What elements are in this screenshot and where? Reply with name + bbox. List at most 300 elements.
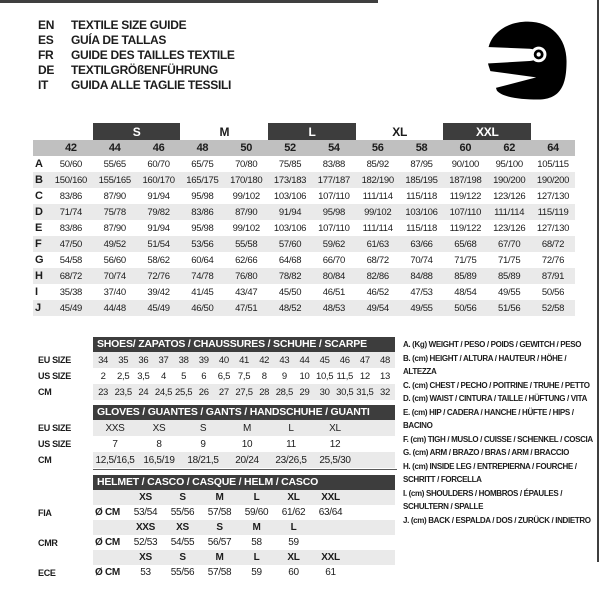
size-value-cell: 12 xyxy=(359,370,370,382)
size-value-cell: 28 xyxy=(259,386,270,398)
size-value-cell: 99/102 xyxy=(232,222,260,234)
table-row xyxy=(38,384,395,400)
helmet-data-row xyxy=(38,535,395,550)
size-value-cell: 27,5 xyxy=(235,386,253,398)
size-value-cell: 83/88 xyxy=(322,158,346,170)
size-value-cell: 66/70 xyxy=(322,254,346,266)
size-value-cell: 84/88 xyxy=(410,270,433,282)
size-value-cell: 74/78 xyxy=(191,270,214,282)
row-values xyxy=(93,368,395,384)
helmet-size-value: 54/55 xyxy=(170,537,195,548)
size-value-cell: 107/110 xyxy=(318,190,350,202)
measurement-row-label: I xyxy=(35,286,38,298)
size-value-cell: 48/53 xyxy=(322,302,346,314)
language-code: IT xyxy=(38,77,49,92)
size-value-cell: 50/60 xyxy=(59,158,83,170)
helmet-size-header-row xyxy=(38,520,395,535)
size-value-cell: 47 xyxy=(359,354,370,366)
helmet-size-header: XXS xyxy=(135,522,156,533)
language-title: TEXTILGRÖßENFÜHRUNG xyxy=(71,62,218,77)
size-value-cell: 65/68 xyxy=(454,238,477,250)
size-value-cell: 99/102 xyxy=(232,190,260,202)
size-value-cell: 39 xyxy=(198,354,209,366)
helmet-size-value: 56/57 xyxy=(207,537,232,548)
size-value-cell: 46/50 xyxy=(191,302,214,314)
size-value-cell: 111/114 xyxy=(362,190,393,202)
legend-item: C. (cm) CHEST / PECHO / POITRINE / TRUHE / PETTO xyxy=(403,380,590,390)
helmet-size-header: XL xyxy=(287,492,300,503)
size-value-cell: 160/170 xyxy=(142,174,175,186)
size-value-cell: 24 xyxy=(138,386,149,398)
measurement-row-label: A xyxy=(35,158,43,170)
size-group-s: S xyxy=(93,123,181,140)
size-value-cell: 26 xyxy=(198,386,209,398)
size-column-header: 42 xyxy=(65,142,77,154)
section-divider-line xyxy=(93,469,397,470)
size-value-cell: 65/75 xyxy=(191,158,214,170)
size-column-header: 52 xyxy=(284,142,296,154)
measurement-row-label: B xyxy=(35,174,43,186)
helmet-size-header: L xyxy=(253,552,260,563)
size-value-cell: 28,5 xyxy=(275,386,293,398)
size-value-cell: 185/195 xyxy=(405,174,438,186)
size-value-cell: 127/130 xyxy=(536,190,570,202)
size-column-header: 44 xyxy=(108,142,121,154)
helmet-size-header: XXL xyxy=(321,492,340,503)
size-value-cell: 58/62 xyxy=(147,254,170,266)
size-group-m: M xyxy=(219,124,230,139)
helmet-size-value: 55/56 xyxy=(170,567,195,578)
size-value-cell: 9 xyxy=(281,370,287,382)
size-value-cell: 5 xyxy=(181,370,187,382)
size-value-cell: 60/70 xyxy=(147,158,170,170)
shoes-table-title: SHOES/ ZAPATOS / CHAUSSURES / SCHUHE / SCARPE xyxy=(93,337,395,352)
size-value-cell: 85/92 xyxy=(366,158,389,170)
table-row xyxy=(38,368,395,384)
size-value-cell: 87/90 xyxy=(103,222,126,234)
size-value-cell: 70/74 xyxy=(410,254,433,266)
size-column-header: 46 xyxy=(152,142,165,154)
size-group-xl: XL xyxy=(392,124,407,139)
helmet-size-header: XS xyxy=(176,522,189,533)
size-column-header: 50 xyxy=(240,142,253,154)
helmet-size-value: 59 xyxy=(288,537,299,548)
row-values xyxy=(93,505,395,520)
row-values xyxy=(93,452,395,468)
language-title: TEXTILE SIZE GUIDE xyxy=(71,17,187,32)
row-values xyxy=(93,550,395,565)
size-value-cell: 68/72 xyxy=(541,238,565,250)
measurement-row xyxy=(33,172,575,188)
size-value-cell: 70/74 xyxy=(103,270,126,282)
size-value-cell: 2 xyxy=(100,370,106,382)
size-value-cell: 49/54 xyxy=(366,302,389,314)
measurement-row xyxy=(33,236,575,252)
size-value-cell: 20/24 xyxy=(235,454,259,466)
language-code: DE xyxy=(38,62,55,77)
size-value-cell: 8 xyxy=(156,438,162,450)
size-value-cell: 37 xyxy=(158,354,169,366)
size-value-cell: 95/98 xyxy=(191,190,214,202)
size-value-cell: M xyxy=(242,422,252,434)
helmet-size-value: 61/62 xyxy=(281,507,306,518)
size-value-cell: 45/49 xyxy=(59,302,83,314)
size-value-cell: 49/52 xyxy=(103,238,126,250)
size-value-cell: 35/38 xyxy=(59,286,83,298)
size-value-cell: 123/126 xyxy=(493,190,526,202)
size-value-cell: 47/50 xyxy=(59,238,83,250)
language-title-list xyxy=(38,17,235,92)
helmet-size-value: 57/58 xyxy=(207,567,232,578)
size-value-cell: 13 xyxy=(380,370,391,382)
group-row-spacer xyxy=(531,123,575,140)
size-group-l: L xyxy=(268,123,356,140)
language-row xyxy=(38,47,235,62)
size-value-cell: 78/82 xyxy=(278,270,302,282)
size-value-cell: 25,5/30 xyxy=(319,454,351,466)
size-value-cell: 41/45 xyxy=(191,286,214,298)
size-value-cell: 55/58 xyxy=(235,238,258,250)
language-code: EN xyxy=(38,17,55,32)
helmet-size-header-row xyxy=(38,490,395,505)
size-value-cell: 23,5 xyxy=(114,386,132,398)
size-value-cell: 105/115 xyxy=(537,158,569,170)
size-value-cell: S xyxy=(199,422,207,434)
size-value-cell: 83/86 xyxy=(191,206,214,218)
language-code: ES xyxy=(38,32,54,47)
row-label: US SIZE xyxy=(38,371,71,381)
racing-helmet-icon xyxy=(487,16,569,106)
size-value-cell: 71/74 xyxy=(59,206,83,218)
size-value-cell: 45 xyxy=(319,354,330,366)
helmet-size-header: M xyxy=(215,552,224,563)
measurement-row-label: E xyxy=(35,222,43,234)
helmet-size-value: 55/56 xyxy=(170,507,195,518)
size-value-cell: 42 xyxy=(259,354,270,366)
size-value-cell: 45/49 xyxy=(147,302,170,314)
language-row xyxy=(38,32,235,47)
size-value-cell: 61/63 xyxy=(366,238,389,250)
size-value-cell: 50/56 xyxy=(454,302,477,314)
size-value-cell: 91/94 xyxy=(147,190,170,202)
measurement-row-label: J xyxy=(35,302,41,314)
size-value-cell: 55/65 xyxy=(103,158,126,170)
size-value-cell: 8 xyxy=(261,370,267,382)
size-value-cell: 9 xyxy=(200,438,206,450)
diameter-unit-label: Ø CM xyxy=(95,567,120,578)
size-value-cell: 47/51 xyxy=(235,302,258,314)
size-value-cell: 29 xyxy=(299,386,310,398)
size-value-cell: 48 xyxy=(380,354,391,366)
size-value-cell: 12,5/16,5 xyxy=(95,454,135,466)
size-value-cell: 44 xyxy=(299,354,310,366)
size-value-cell: 11,5 xyxy=(336,370,354,382)
size-value-cell: 107/110 xyxy=(318,222,350,234)
size-value-cell: 95/98 xyxy=(322,206,346,218)
size-value-cell: 111/114 xyxy=(362,222,393,234)
size-value-cell: 49/55 xyxy=(410,302,433,314)
gloves-rows xyxy=(38,420,395,468)
size-value-cell: 127/130 xyxy=(536,222,570,234)
shoes-rows xyxy=(38,352,395,400)
legend-item: H. (cm) INSIDE LEG / ENTREPIERNA / FOURCHE / SCHRITT / FORCELLA xyxy=(403,461,577,484)
helmet-size-header: S xyxy=(179,552,186,563)
table-row xyxy=(38,436,395,452)
helmet-size-header: S xyxy=(216,522,223,533)
row-label: EU SIZE xyxy=(38,423,71,433)
row-values xyxy=(93,490,395,505)
row-values xyxy=(93,352,395,368)
group-row-spacer xyxy=(33,123,93,140)
helmet-rows xyxy=(38,490,395,580)
size-value-cell: 30,5 xyxy=(336,386,354,398)
size-value-cell: 115/118 xyxy=(406,222,437,234)
size-value-cell: 60/64 xyxy=(191,254,214,266)
size-value-cell: 36 xyxy=(138,354,149,366)
diameter-unit-label: Ø CM xyxy=(95,507,120,518)
size-value-cell: 56/60 xyxy=(103,254,126,266)
helmet-size-value: 60 xyxy=(288,567,299,578)
measurement-row-label: F xyxy=(35,238,42,250)
size-value-cell: 187/198 xyxy=(449,174,482,186)
row-label: CM xyxy=(38,387,52,397)
size-value-cell: 79/82 xyxy=(147,206,170,218)
helmet-size-header: XXL xyxy=(321,552,340,563)
size-value-cell: 6 xyxy=(201,370,207,382)
size-value-cell: 27 xyxy=(218,386,229,398)
measurement-row xyxy=(33,284,575,300)
size-column-header: 54 xyxy=(328,142,340,154)
size-value-cell: 40 xyxy=(218,354,229,366)
size-number-header-row xyxy=(33,140,575,156)
size-column-header: 48 xyxy=(196,142,209,154)
size-value-cell: 11 xyxy=(286,438,296,450)
size-value-cell: 2,5 xyxy=(117,370,130,382)
size-value-cell: 38 xyxy=(178,354,189,366)
table-row xyxy=(38,452,395,468)
helmet-table-title: HELMET / CASCO / CASQUE / HELM / CASCO xyxy=(93,475,395,490)
row-label: US SIZE xyxy=(38,439,71,449)
size-value-cell: 54/58 xyxy=(59,254,83,266)
size-value-cell: 190/200 xyxy=(493,174,526,186)
measurement-row-label: H xyxy=(35,270,43,282)
size-value-cell: 190/200 xyxy=(536,174,570,186)
size-value-cell: 91/94 xyxy=(278,206,302,218)
helmet-size-value: 63/64 xyxy=(318,507,343,518)
size-value-cell: 123/126 xyxy=(493,222,526,234)
size-value-cell: 57/60 xyxy=(278,238,302,250)
row-values xyxy=(93,565,395,580)
size-value-cell: 71/75 xyxy=(498,254,521,266)
measurement-row xyxy=(33,300,575,316)
size-value-cell: 7,5 xyxy=(237,370,251,382)
legend-item: F. (cm) TIGH / MUSLO / CUISSE / SCHENKEL / COSCIA xyxy=(403,434,593,444)
size-value-cell: 173/183 xyxy=(273,174,307,186)
size-value-cell: 83/86 xyxy=(59,222,83,234)
size-value-cell: 115/119 xyxy=(537,206,569,218)
size-value-cell: 111/114 xyxy=(494,206,525,218)
language-title: GUIDE DES TAILLES TEXTILE xyxy=(71,47,235,62)
size-column-header: 58 xyxy=(415,142,428,154)
certification-label: FIA xyxy=(38,507,52,518)
measurement-row xyxy=(33,188,575,204)
size-value-cell: 45/50 xyxy=(278,286,302,298)
size-value-cell: 16,5/19 xyxy=(143,454,175,466)
helmet-size-value: 57/58 xyxy=(207,507,232,518)
size-value-cell: 119/122 xyxy=(449,190,482,202)
size-value-cell: 10,5 xyxy=(315,370,334,382)
size-value-cell: 170/180 xyxy=(230,174,263,186)
size-value-cell: 67/70 xyxy=(498,238,521,250)
size-value-cell: 46/51 xyxy=(322,286,346,298)
size-value-cell: 103/106 xyxy=(273,222,307,234)
size-value-cell: 43 xyxy=(279,354,290,366)
size-value-cell: 50/56 xyxy=(541,286,565,298)
size-value-cell: 53/56 xyxy=(191,238,214,250)
size-value-cell: 80/84 xyxy=(322,270,346,282)
size-value-cell: 12 xyxy=(329,438,341,450)
size-group-xxl: XXL xyxy=(443,123,531,140)
helmet-data-row xyxy=(38,565,395,580)
size-value-cell: 87/90 xyxy=(103,190,126,202)
certification-label: CMR xyxy=(38,537,58,548)
size-value-cell: 87/90 xyxy=(235,206,258,218)
size-value-cell: 85/89 xyxy=(498,270,521,282)
gloves-table-title: GLOVES / GUANTES / GANTS / HANDSCHUHE / GUANTI xyxy=(93,405,395,420)
size-value-cell: 95/100 xyxy=(495,158,523,170)
legend-item: B. (cm) HEIGHT / ALTURA / HAUTEUR / HÖHE / ALTEZZA xyxy=(403,353,567,376)
helmet-size-value: 53 xyxy=(140,567,151,578)
size-value-cell: 90/100 xyxy=(451,158,479,170)
row-values xyxy=(93,384,395,400)
page-top-border xyxy=(0,0,378,3)
size-value-cell: 52/58 xyxy=(541,302,565,314)
diameter-unit-label: Ø CM xyxy=(95,537,120,548)
helmet-size-header: S xyxy=(179,492,186,503)
helmet-size-value: 52/53 xyxy=(133,537,158,548)
size-value-cell: 35 xyxy=(118,354,129,366)
size-value-cell: 68/72 xyxy=(59,270,83,282)
gloves-table xyxy=(38,405,395,468)
legend-item: J. (cm) BACK / ESPALDA / DOS / ZURÜCK / INDIETRO xyxy=(403,515,591,525)
certification-label: ECE xyxy=(38,567,56,578)
size-value-cell: 51/56 xyxy=(498,302,521,314)
size-value-cell: 37/40 xyxy=(103,286,126,298)
size-value-cell: 87/91 xyxy=(541,270,565,282)
helmet-size-header: XS xyxy=(139,492,152,503)
size-value-cell: XL xyxy=(329,422,341,434)
size-value-cell: 64/68 xyxy=(278,254,302,266)
size-value-cell: 25,5 xyxy=(174,386,193,398)
size-value-cell: 150/160 xyxy=(54,174,88,186)
helmet-size-value: 58 xyxy=(251,537,262,548)
legend-item: E. (cm) HIP / CADERA / HANCHE / HÜFTE / HIPS / BACINO xyxy=(403,407,574,430)
size-value-cell: 83/86 xyxy=(59,190,83,202)
size-value-cell: 7 xyxy=(112,438,118,450)
measurement-row-label: G xyxy=(35,254,44,266)
measurement-row xyxy=(33,220,575,236)
size-value-cell: 34 xyxy=(98,354,109,366)
size-value-cell: 165/175 xyxy=(186,174,219,186)
legend-item: D. (cm) WAIST / CINTURA / TAILLE / HÜFTUNG / VITA xyxy=(403,394,588,403)
size-value-cell: 119/122 xyxy=(449,222,482,234)
size-value-cell: 48/52 xyxy=(278,302,302,314)
legend-item: I. (cm) SHOULDERS / HOMBROS / ÉPAULES / SCHULTERN / SPALLE xyxy=(403,488,563,511)
helmet-size-header: L xyxy=(290,522,297,533)
size-column-header: 64 xyxy=(547,142,559,154)
size-value-cell: 76/80 xyxy=(235,270,258,282)
size-value-cell: 44/48 xyxy=(103,302,126,314)
row-values xyxy=(93,420,395,436)
size-value-cell: 99/102 xyxy=(364,206,392,218)
language-row xyxy=(38,77,235,92)
size-value-cell: 75/85 xyxy=(278,158,302,170)
size-value-cell: 4 xyxy=(161,370,166,382)
size-group-row xyxy=(33,123,575,140)
measurement-row xyxy=(33,156,575,172)
row-values xyxy=(93,520,395,535)
size-value-cell: 115/118 xyxy=(406,190,437,202)
size-value-cell: 155/165 xyxy=(98,174,131,186)
size-column-header: 60 xyxy=(459,142,472,154)
size-value-cell: 47/53 xyxy=(410,286,433,298)
measurement-row xyxy=(33,268,575,284)
size-value-cell: 107/110 xyxy=(449,206,482,218)
size-value-cell: 10 xyxy=(299,370,310,382)
size-value-cell: 95/98 xyxy=(191,222,214,234)
shoes-table xyxy=(38,337,395,400)
size-value-cell: XS xyxy=(152,422,166,434)
helmet-size-value: 59 xyxy=(251,567,262,578)
size-value-cell: 30 xyxy=(319,386,330,398)
size-value-cell: 23/26,5 xyxy=(275,454,307,466)
helmet-size-value: 61 xyxy=(325,567,336,578)
helmet-size-header: M xyxy=(252,522,261,533)
row-label: CM xyxy=(38,455,52,465)
row-values xyxy=(93,535,395,550)
helmet-size-header-row xyxy=(38,550,395,565)
helmet-size-header: L xyxy=(253,492,260,503)
size-value-cell: 46 xyxy=(339,354,350,366)
legend-item: A. (Kg) WEIGHT / PESO / POIDS / GEWITCH / PESO xyxy=(403,340,582,349)
size-value-cell: 43/47 xyxy=(235,286,258,298)
measurement-row-label: D xyxy=(35,206,43,218)
size-value-cell: 75/78 xyxy=(103,206,126,218)
row-values xyxy=(93,436,395,452)
size-value-cell: 31,5 xyxy=(356,386,374,398)
size-column-header: 62 xyxy=(503,142,516,154)
size-value-cell: 68/72 xyxy=(366,254,389,266)
size-value-cell: 103/106 xyxy=(405,206,438,218)
main-size-table xyxy=(33,123,575,316)
row-label: EU SIZE xyxy=(38,355,71,365)
size-value-cell: 10 xyxy=(241,438,253,450)
size-value-cell: 103/106 xyxy=(273,190,307,202)
language-title: GUIDA ALLE TAGLIE TESSILI xyxy=(71,77,232,92)
size-value-cell: L xyxy=(288,422,294,434)
size-value-cell: 85/89 xyxy=(454,270,477,282)
size-value-cell: 82/86 xyxy=(366,270,389,282)
size-value-cell: XXS xyxy=(105,422,125,434)
helmet-size-header: XS xyxy=(139,552,152,563)
language-title: GUÍA DE TALLAS xyxy=(71,32,167,47)
table-row xyxy=(38,420,395,436)
helmet-data-row xyxy=(38,505,395,520)
helmet-size-header: XL xyxy=(287,552,300,563)
size-value-cell: 51/54 xyxy=(147,238,170,250)
size-value-cell: 71/75 xyxy=(454,254,477,266)
legend-item: G. (cm) ARM / BRAZO / BRAS / ARM / BRACCIO xyxy=(403,448,570,457)
